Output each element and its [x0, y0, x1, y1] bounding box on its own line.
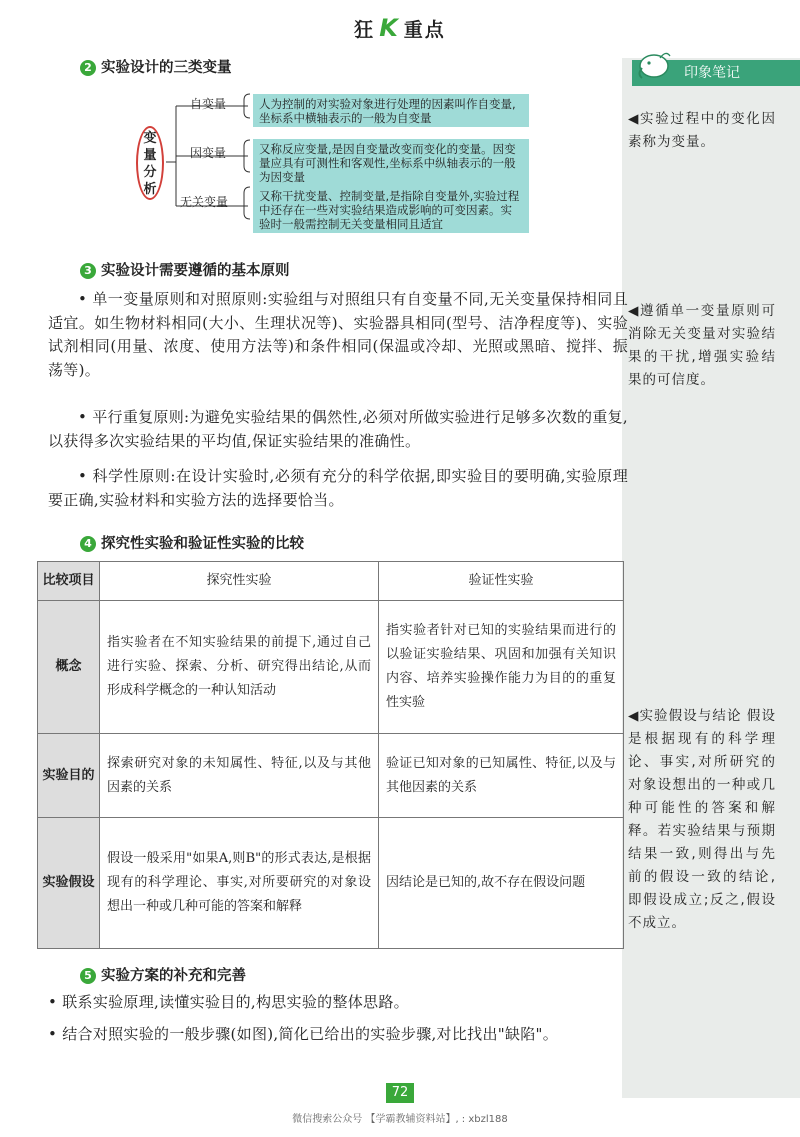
- table-cell: 探索研究对象的未知属性、特征,以及与其他因素的关系: [100, 734, 379, 818]
- table-header-cell: 验证性实验: [379, 562, 624, 601]
- section-number-badge: 2: [80, 60, 96, 76]
- section-heading-2: [80, 56, 232, 77]
- branch-box-independent: 人为控制的对实验对象进行处理的因素叫作自变量,坐标系中横轴表示的一般为自变量: [253, 94, 529, 127]
- note-variable: ◀实验过程中的变化因素称为变量。: [628, 111, 776, 150]
- section-title: 实验方案的补充和完善: [101, 968, 246, 984]
- improve-item: • 结合对照实验的一般步骤(如图),简化已给出的实验步骤,对比找出"缺陷"。: [48, 1025, 559, 1043]
- branch-box-irrelevant: 又称干扰变量、控制变量,是指除自变量外,实验过程中还存在一些对实验结果造成影响的可变因素。实验时一般需控制无关变量相同且适宜: [253, 186, 529, 233]
- principle-repetition: • 平行重复原则:为避免实验结果的偶然性,必须对所做实验进行足够多次数的重复,以获得多次实验结果的平均值,保证实验结果的准确性。: [48, 408, 628, 450]
- row-header: 实验假设: [38, 818, 100, 949]
- principle-scientific: • 科学性原则:在设计实验时,必须有充分的科学依据,即实验目的要明确,实验原理要正确,实验材料和实验方法的选择要恰当。: [48, 467, 628, 509]
- row-header: 概念: [38, 601, 100, 734]
- table-cell: 因结论是已知的,故不存在假设问题: [379, 818, 624, 949]
- note-single-variable: ◀遵循单一变量原则可消除无关变量对实验结果的干扰,增强实验结果的可信度。: [628, 303, 776, 388]
- table-row: [38, 734, 624, 818]
- table-cell: 假设一般采用"如果A,则B"的形式表达,是根据现有的科学理论、事实,对所要研究的对象设想出一种或几种可能的答案和解释: [100, 818, 379, 949]
- principle-single-variable: • 单一变量原则和对照原则:实验组与对照组只有自变量不同,无关变量保持相同且适宜。如生物材料相同(大小、生理状况等)、实验器具相同(型号、洁净程度等)、实验试剂相同(用量、浓度、使用方法等)和条件相同(保温或冷却、光照或黑暗、搅拌、振荡等)。: [48, 290, 628, 379]
- page-number: 72: [386, 1083, 414, 1103]
- root-char: 析: [143, 182, 157, 197]
- notes-title-bar: [632, 60, 800, 86]
- section-title: 实验设计的三类变量: [101, 60, 232, 76]
- section-heading-4: [80, 532, 304, 553]
- section-title: 探究性实验和验证性实验的比较: [101, 536, 304, 552]
- section-title: 实验设计需要遵循的基本原则: [101, 263, 290, 279]
- improve-item: • 联系实验原理,读懂实验目的,构思实验的整体思路。: [48, 993, 409, 1011]
- header-k-logo: K: [379, 14, 400, 42]
- note-hypothesis: ◀实验假设与结论 假设是根据现有的科学理论、事实,对所研究的对象设想出的一种或几种可能性的答案和解释。若实验结果与预期结果一致,则得出与先前的假设一致的结论,即假设成立;反之,假设不成立。: [628, 708, 776, 931]
- table-row: [38, 818, 624, 949]
- table-row: [38, 601, 624, 734]
- branch-box-dependent: 又称反应变量,是因自变量改变而变化的变量。因变量应具有可测性和客观性,坐标系中纵轴表示的一般为因变量: [253, 139, 529, 186]
- comparison-table: [37, 561, 624, 949]
- table-header-row: [38, 562, 624, 601]
- branch-label-irrelevant: 无关变量: [180, 195, 229, 209]
- table-header-cell: 探究性实验: [100, 562, 379, 601]
- elephant-icon: [634, 46, 674, 82]
- section-number-badge: 3: [80, 263, 96, 279]
- root-char: 分: [143, 165, 157, 180]
- header-left: 狂: [354, 19, 376, 41]
- section-number-badge: 5: [80, 968, 96, 984]
- notes-sidebar: [622, 58, 800, 1098]
- table-cell: 指实验者针对已知的实验结果而进行的以验证实验结果、巩固和加强有关知识内容、培养实验操作能力为目的的重复性实验: [379, 601, 624, 734]
- table-cell: 验证已知对象的已知属性、特征,以及与其他因素的关系: [379, 734, 624, 818]
- table-cell: 指实验者在不知实验结果的前提下,通过自己进行实验、探索、分析、研究得出结论,从而形成科学概念的一种认知活动: [100, 601, 379, 734]
- table-header-cell: 比较项目: [38, 562, 100, 601]
- root-char: 量: [143, 148, 157, 163]
- branch-label-dependent: 因变量: [190, 146, 227, 160]
- footer-text: 微信搜索公众号 【学霸教辅资料站】, : xbzl188: [292, 1114, 508, 1125]
- header-right: 重点: [403, 19, 446, 41]
- page-header: [0, 14, 800, 42]
- row-header: 实验目的: [38, 734, 100, 818]
- root-char: 变: [143, 131, 157, 146]
- section-number-badge: 4: [80, 536, 96, 552]
- notes-title: 印象笔记: [684, 65, 740, 81]
- branch-label-independent: 自变量: [190, 97, 227, 111]
- section-heading-5: [80, 964, 246, 985]
- section-heading-3: [80, 259, 290, 280]
